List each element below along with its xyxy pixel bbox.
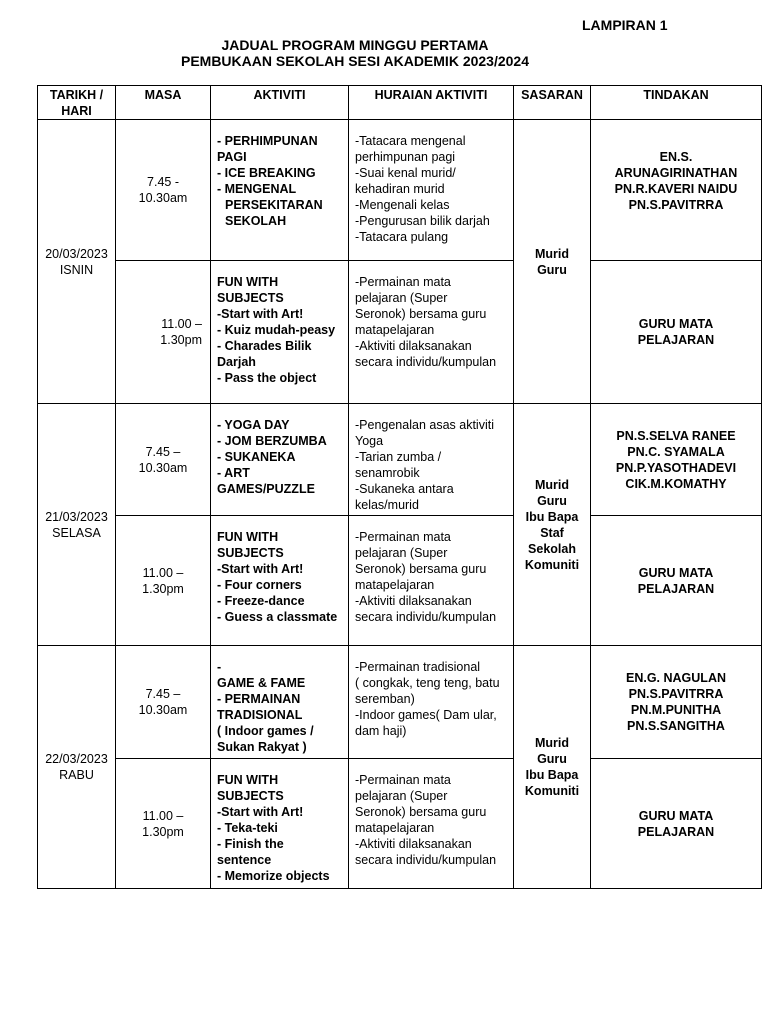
- description-text: -Pengenalan asas aktiviti: [355, 418, 494, 432]
- activity-text: -: [217, 660, 222, 674]
- time-text: 10.30am: [138, 191, 188, 205]
- action-text: PN.S.PAVITRRA: [628, 198, 724, 212]
- target-text: Murid: [534, 246, 570, 261]
- description-text: -Indoor games( Dam ular,: [355, 708, 497, 722]
- action-text: PN.M.PUNITHA: [630, 703, 722, 717]
- action-text: GURU MATA: [638, 565, 714, 580]
- appendix-label: LAMPIRAN 1: [582, 17, 668, 33]
- col-header-tindakan: TINDAKAN: [591, 86, 762, 120]
- target-text: Guru: [537, 752, 567, 766]
- activity-text: PAGI: [217, 150, 247, 164]
- time-text: 10.30am: [138, 460, 188, 475]
- action-text: EN.S.: [659, 150, 693, 164]
- activity-text: - ICE BREAKING: [217, 166, 316, 180]
- description-cell: [349, 261, 514, 404]
- date-text: SELASA: [52, 525, 101, 540]
- date-cell: [38, 646, 116, 889]
- document-subtitle: PEMBUKAAN SEKOLAH SESI AKADEMIK 2023/2024: [180, 53, 529, 69]
- target-text: Ibu Bapa: [525, 768, 579, 782]
- description-text: Seronok) bersama guru: [355, 805, 487, 819]
- col-header-tarikh: [38, 86, 116, 120]
- table-row: [38, 646, 762, 759]
- activity-text: - MENGENAL: [217, 182, 297, 196]
- description-text: -Permainan mata: [355, 773, 451, 787]
- description-text: -Tatacara pulang: [355, 230, 449, 244]
- activity-cell: [211, 120, 349, 261]
- activity-cell: [211, 759, 349, 889]
- target-text: Komuniti: [524, 557, 580, 572]
- date-text: 22/03/2023: [45, 752, 108, 766]
- description-cell: [349, 759, 514, 889]
- description-text: senamrobik: [355, 466, 420, 480]
- description-text: -Pengurusan bilik darjah: [355, 214, 490, 228]
- time-cell: [116, 261, 211, 404]
- action-cell: [591, 516, 762, 646]
- description-text: -Aktiviti dilaksanakan: [355, 837, 472, 851]
- activity-text: FUN WITH: [217, 530, 279, 544]
- description-text: Yoga: [355, 434, 384, 448]
- date-cell: [38, 404, 116, 646]
- activity-text: -Start with Art!: [217, 805, 304, 819]
- target-text: Murid: [534, 736, 570, 750]
- action-text: PELAJARAN: [637, 333, 715, 347]
- description-cell: [349, 646, 514, 759]
- description-text: pelajaran (Super: [355, 546, 448, 560]
- time-text: 11.00 –: [142, 565, 184, 580]
- target-cell: [514, 120, 591, 404]
- time-text: 1.30pm: [142, 824, 184, 839]
- description-cell: [349, 404, 514, 516]
- col-header-aktiviti: AKTIVITI: [211, 86, 349, 120]
- description-text: -Sukaneka antara: [355, 482, 454, 496]
- action-text: PN.S.SANGITHA: [627, 719, 725, 733]
- date-text: 21/03/2023: [45, 509, 108, 524]
- time-text: 7.45 -: [147, 175, 179, 189]
- description-text: matapelajaran: [355, 578, 435, 592]
- time-text: 10.30am: [138, 703, 188, 717]
- description-text: ( congkak, teng teng, batu: [355, 676, 500, 690]
- action-text: PN.S.PAVITRRA: [628, 687, 724, 701]
- table-row: [38, 120, 762, 261]
- activity-text: -Start with Art!: [217, 562, 304, 576]
- activity-cell: [211, 516, 349, 646]
- description-text: -Mengenali kelas: [355, 198, 450, 212]
- date-text: ISNIN: [59, 262, 94, 277]
- description-text: perhimpunan pagi: [355, 150, 456, 164]
- activity-text: - YOGA DAY: [217, 418, 290, 432]
- activity-text: TRADISIONAL: [217, 708, 303, 722]
- action-text: PELAJARAN: [637, 824, 715, 839]
- activity-text: - Teka-teki: [217, 821, 278, 835]
- activity-text: sentence: [217, 853, 272, 867]
- description-text: -Aktiviti dilaksanakan: [355, 339, 472, 353]
- time-text: 1.30pm: [160, 333, 202, 347]
- activity-text: - Kuiz mudah-peasy: [217, 323, 336, 337]
- target-text: Staf: [540, 525, 564, 540]
- target-text: Guru: [537, 493, 567, 508]
- description-text: -Permainan mata: [355, 530, 451, 544]
- action-text: PN.P.YASOTHADEVI: [615, 460, 737, 475]
- description-text: secara individu/kumpulan: [355, 853, 497, 867]
- target-text: Guru: [537, 262, 567, 277]
- header-row: [38, 86, 762, 120]
- activity-text: -Start with Art!: [217, 307, 304, 321]
- description-text: kehadiran murid: [355, 182, 445, 196]
- action-cell: [591, 404, 762, 516]
- time-cell: [116, 516, 211, 646]
- description-text: Seronok) bersama guru: [355, 562, 487, 576]
- col-header-huraian: HURAIAN AKTIVITI: [349, 86, 514, 120]
- schedule-table: [37, 85, 762, 889]
- action-cell: [591, 646, 762, 759]
- description-text: secara individu/kumpulan: [355, 610, 497, 624]
- target-cell: [514, 646, 591, 889]
- description-text: -Tatacara mengenal: [355, 134, 466, 148]
- activity-text: - Guess a classmate: [217, 610, 338, 624]
- activity-text: - SUKANEKA: [217, 450, 296, 464]
- action-text: PN.C. SYAMALA: [627, 444, 725, 459]
- activity-text: - Memorize objects: [217, 869, 330, 883]
- time-cell: [116, 404, 211, 516]
- time-text: 11.00 –: [161, 317, 202, 331]
- action-text: CIK.M.KOMATHY: [625, 476, 727, 491]
- time-text: 7.45 –: [145, 444, 181, 459]
- document-title: JADUAL PROGRAM MINGGU PERTAMA: [221, 37, 489, 53]
- description-text: dam haji): [355, 724, 407, 738]
- activity-text: - JOM BERZUMBA: [217, 434, 327, 448]
- activity-text: ( Indoor games /: [217, 724, 314, 738]
- activity-text: GAME & FAME: [217, 676, 306, 690]
- action-text: GURU MATA: [638, 317, 714, 331]
- date-text: RABU: [59, 768, 94, 782]
- table-row: [38, 759, 762, 889]
- activity-text: PERSEKITARAN: [225, 198, 323, 212]
- activity-text: SUBJECTS: [217, 789, 284, 803]
- action-text: ARUNAGIRINATHAN: [614, 166, 738, 180]
- table-row: [38, 516, 762, 646]
- time-text: 11.00 –: [142, 808, 184, 823]
- activity-text: GAMES/PUZZLE: [217, 482, 315, 496]
- description-text: seremban): [355, 692, 415, 706]
- activity-text: - Finish the: [217, 837, 284, 851]
- activity-text: - Pass the object: [217, 371, 317, 385]
- action-text: PN.S.SELVA RANEE: [616, 428, 736, 443]
- col-header-text: HARI: [61, 104, 92, 118]
- description-text: -Suai kenal murid/: [355, 166, 456, 180]
- action-cell: [591, 759, 762, 889]
- action-text: EN.G. NAGULAN: [626, 671, 726, 685]
- col-header-text: TARIKH /: [49, 88, 104, 102]
- description-text: -Tarian zumba /: [355, 450, 442, 464]
- description-text: -Aktiviti dilaksanakan: [355, 594, 472, 608]
- activity-text: - ART: [217, 466, 250, 480]
- action-text: PELAJARAN: [637, 581, 715, 596]
- activity-text: - Charades Bilik: [217, 339, 312, 353]
- target-text: Murid: [534, 477, 570, 492]
- description-text: kelas/murid: [355, 498, 419, 512]
- description-text: matapelajaran: [355, 323, 435, 337]
- time-cell: [116, 120, 211, 261]
- action-cell: [591, 261, 762, 404]
- col-header-sasaran: SASARAN: [514, 86, 591, 120]
- activity-text: Darjah: [217, 355, 256, 369]
- description-text: Seronok) bersama guru: [355, 307, 487, 321]
- time-cell: [116, 759, 211, 889]
- activity-text: SEKOLAH: [225, 214, 287, 228]
- activity-text: Sukan Rakyat ): [217, 740, 307, 754]
- activity-cell: [211, 261, 349, 404]
- description-cell: [349, 120, 514, 261]
- action-text: GURU MATA: [638, 808, 714, 823]
- date-cell: [38, 120, 116, 404]
- action-text: PN.R.KAVERI NAIDU: [614, 182, 738, 196]
- table-row: [38, 261, 762, 404]
- date-text: 20/03/2023: [45, 246, 108, 261]
- activity-text: SUBJECTS: [217, 291, 284, 305]
- activity-text: - PERHIMPUNAN: [217, 134, 318, 148]
- description-text: secara individu/kumpulan: [355, 355, 497, 369]
- description-text: pelajaran (Super: [355, 291, 448, 305]
- description-text: matapelajaran: [355, 821, 435, 835]
- activity-text: - Freeze-dance: [217, 594, 305, 608]
- table-row: [38, 404, 762, 516]
- activity-text: SUBJECTS: [217, 546, 284, 560]
- target-text: Komuniti: [524, 784, 580, 798]
- description-text: -Permainan tradisional: [355, 660, 481, 674]
- activity-cell: [211, 404, 349, 516]
- time-cell: [116, 646, 211, 759]
- activity-cell: [211, 646, 349, 759]
- target-text: Ibu Bapa: [525, 509, 579, 524]
- description-text: pelajaran (Super: [355, 789, 448, 803]
- action-cell: [591, 120, 762, 261]
- activity-text: - PERMAINAN: [217, 692, 301, 706]
- time-text: 1.30pm: [142, 581, 184, 596]
- target-cell: [514, 404, 591, 646]
- target-text: Sekolah: [528, 541, 576, 556]
- description-cell: [349, 516, 514, 646]
- col-header-masa: MASA: [116, 86, 211, 120]
- activity-text: - Four corners: [217, 578, 302, 592]
- activity-text: FUN WITH: [217, 275, 279, 289]
- activity-text: FUN WITH: [217, 773, 279, 787]
- description-text: -Permainan mata: [355, 275, 451, 289]
- time-text: 7.45 –: [145, 687, 181, 701]
